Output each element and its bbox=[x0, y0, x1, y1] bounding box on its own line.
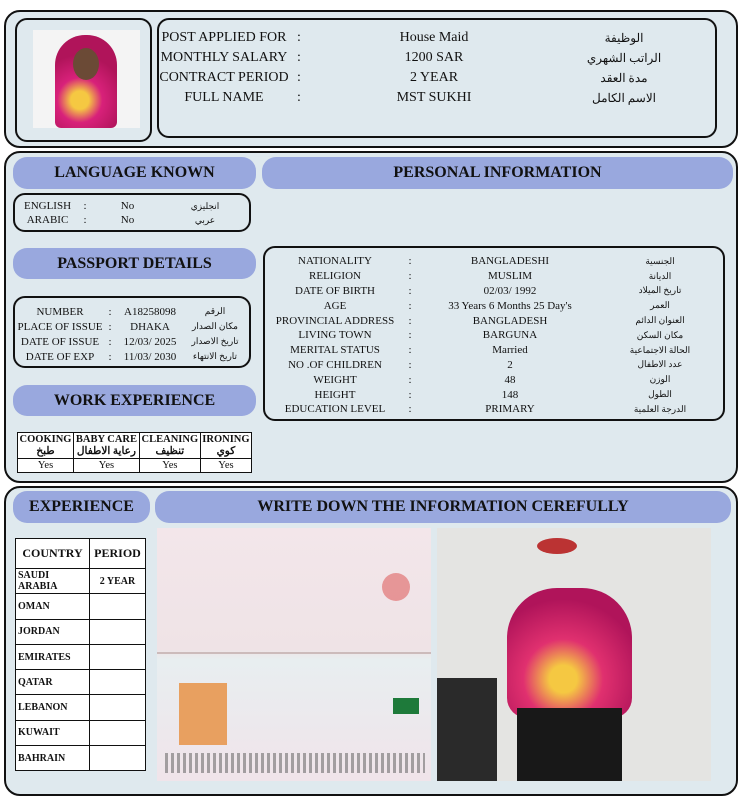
row-arabic: الوزن bbox=[649, 374, 671, 385]
row-arabic: انجليزي bbox=[190, 200, 220, 211]
work-skill-en: CLEANING bbox=[141, 433, 199, 445]
passport-row bbox=[15, 334, 249, 349]
language-row bbox=[15, 199, 249, 213]
language-row bbox=[15, 213, 249, 227]
personal-row bbox=[265, 328, 723, 343]
work-skill-ar: كوي bbox=[216, 445, 236, 457]
row-arabic: الرقم bbox=[204, 306, 226, 316]
row-value: No bbox=[120, 200, 135, 212]
passport-row bbox=[15, 304, 249, 319]
work-skill-value: Yes bbox=[74, 459, 140, 473]
passport-row bbox=[15, 349, 249, 364]
passport-row bbox=[15, 319, 249, 334]
experience-row bbox=[16, 670, 146, 695]
work-column-header bbox=[139, 433, 200, 459]
row-value: 148 bbox=[501, 388, 519, 401]
row-value: MST SUKHI bbox=[396, 90, 472, 105]
row-arabic: عدد الاطفال bbox=[637, 359, 683, 370]
row-value: PRIMARY bbox=[485, 403, 535, 416]
row-arabic: الحالة الاجتماعية bbox=[629, 344, 691, 355]
work-skill-en: BABY CARE bbox=[75, 433, 138, 445]
experience-row bbox=[16, 644, 146, 669]
period-cell bbox=[90, 594, 146, 619]
period-cell bbox=[90, 720, 146, 745]
country-cell: OMAN bbox=[16, 594, 90, 619]
row-value: 2 bbox=[507, 358, 513, 371]
row-label: MERITAL STATUS bbox=[290, 344, 380, 357]
colon: : bbox=[408, 270, 412, 283]
work-skill-en: IRONING bbox=[202, 433, 250, 445]
personal-row bbox=[265, 387, 723, 402]
row-label: LIVING TOWN bbox=[298, 329, 372, 342]
post-info-box bbox=[157, 18, 717, 138]
row-label: DATE OF BIRTH bbox=[294, 284, 375, 297]
experience-row bbox=[16, 720, 146, 745]
work-skill-en: COOKING bbox=[19, 433, 72, 445]
row-value: Married bbox=[492, 344, 528, 357]
row-label: POST APPLIED FOR bbox=[161, 30, 287, 45]
row-label: EDUCATION LEVEL bbox=[284, 403, 386, 416]
colon: : bbox=[408, 403, 412, 416]
row-label: PROVINCIAL ADDRESS bbox=[275, 314, 395, 327]
work-skill-value: Yes bbox=[18, 459, 74, 473]
row-arabic: الوظيفة bbox=[604, 30, 644, 45]
colon: : bbox=[408, 299, 412, 312]
row-label: ENGLISH bbox=[23, 200, 72, 212]
row-arabic: تاريخ الانتهاء bbox=[192, 351, 238, 361]
work-experience-table bbox=[17, 432, 252, 473]
colon: : bbox=[408, 373, 412, 386]
row-value: 48 bbox=[504, 373, 516, 386]
passport-details-heading: PASSPORT DETAILS bbox=[13, 248, 256, 279]
colon: : bbox=[108, 350, 112, 363]
colon: : bbox=[408, 329, 412, 342]
row-value: 33 Years 6 Months 25 Day's bbox=[448, 299, 572, 312]
experience-row bbox=[16, 619, 146, 644]
candidate-photo bbox=[33, 30, 140, 128]
work-column-header bbox=[18, 433, 74, 459]
row-value: No bbox=[120, 214, 135, 226]
experience-row bbox=[16, 594, 146, 619]
country-cell: BAHRAIN bbox=[16, 746, 90, 771]
row-value: 02/03/ 1992 bbox=[483, 284, 537, 297]
row-label: NATIONALITY bbox=[298, 255, 372, 268]
work-experience-heading: WORK EXPERIENCE bbox=[13, 385, 256, 416]
header-row bbox=[159, 88, 715, 108]
colon: : bbox=[408, 388, 412, 401]
language-known-heading: LANGUAGE KNOWN bbox=[13, 157, 256, 189]
personal-row bbox=[265, 402, 723, 417]
row-arabic: الجنسية bbox=[645, 255, 675, 266]
row-arabic: الديانة bbox=[648, 270, 672, 281]
work-value-row bbox=[18, 459, 252, 473]
personal-row bbox=[265, 298, 723, 313]
period-cell: 2 YEAR bbox=[90, 569, 146, 594]
personal-information-heading: PERSONAL INFORMATION bbox=[262, 157, 733, 189]
colon: : bbox=[83, 200, 87, 212]
row-value: BANGLADESH bbox=[472, 314, 548, 327]
row-label: NUMBER bbox=[36, 305, 84, 318]
colon: : bbox=[408, 358, 412, 371]
work-skill-ar: تنظيف bbox=[155, 445, 185, 457]
personal-row bbox=[265, 269, 723, 284]
work-skill-ar: طبخ bbox=[36, 445, 55, 457]
period-cell bbox=[90, 695, 146, 720]
country-column-header: COUNTRY bbox=[16, 539, 90, 569]
row-arabic: تاريخ الميلاد bbox=[638, 285, 682, 296]
row-value: House Maid bbox=[399, 30, 469, 45]
experience-heading: EXPERIENCE bbox=[13, 491, 150, 523]
row-arabic: الاسم الكامل bbox=[591, 90, 656, 105]
colon: : bbox=[108, 335, 112, 348]
country-cell: QATAR bbox=[16, 670, 90, 695]
country-cell: JORDAN bbox=[16, 619, 90, 644]
row-label: DATE OF EXP bbox=[25, 350, 95, 363]
row-label: FULL NAME bbox=[184, 90, 264, 105]
experience-row bbox=[16, 746, 146, 771]
country-cell: LEBANON bbox=[16, 695, 90, 720]
personal-row bbox=[265, 313, 723, 328]
period-cell bbox=[90, 746, 146, 771]
row-value: 11/03/ 2030 bbox=[123, 350, 177, 363]
row-arabic: مكان السكن bbox=[636, 329, 684, 340]
colon: : bbox=[297, 90, 301, 105]
row-arabic: الراتب الشهري bbox=[586, 50, 662, 65]
colon: : bbox=[108, 320, 112, 333]
work-skill-value: Yes bbox=[139, 459, 200, 473]
personal-information-box bbox=[263, 246, 725, 421]
row-arabic: مدة العقد bbox=[600, 70, 648, 85]
row-label: CONTRACT PERIOD bbox=[159, 70, 289, 85]
photo-frame bbox=[15, 18, 152, 142]
row-label: RELIGION bbox=[309, 270, 361, 283]
language-box bbox=[13, 193, 251, 232]
personal-row bbox=[265, 284, 723, 299]
header-section bbox=[4, 10, 738, 148]
work-column-header bbox=[200, 433, 251, 459]
header-row bbox=[159, 48, 715, 68]
header-row bbox=[159, 68, 715, 88]
row-arabic: عربي bbox=[194, 214, 216, 225]
personal-row bbox=[265, 254, 723, 269]
full-body-photo bbox=[437, 528, 711, 781]
work-column-header bbox=[74, 433, 140, 459]
passport-scan-image bbox=[157, 528, 431, 781]
row-value: A18258098 bbox=[124, 305, 176, 318]
experience-table bbox=[15, 538, 146, 771]
row-arabic: تاريخ الاصدار bbox=[191, 336, 239, 346]
period-cell bbox=[90, 644, 146, 669]
write-down-heading: WRITE DOWN THE INFORMATION CEREFULLY bbox=[155, 491, 731, 523]
colon: : bbox=[408, 344, 412, 357]
row-value: BARGUNA bbox=[482, 329, 538, 342]
country-cell: KUWAIT bbox=[16, 720, 90, 745]
personal-row bbox=[265, 358, 723, 373]
country-cell: SAUDI ARABIA bbox=[16, 569, 90, 594]
row-value: BANGLADESHI bbox=[470, 255, 550, 268]
row-arabic: الطول bbox=[648, 389, 672, 400]
colon: : bbox=[408, 255, 412, 268]
colon: : bbox=[297, 70, 301, 85]
colon: : bbox=[83, 214, 87, 226]
row-label: PLACE OF ISSUE bbox=[17, 320, 103, 333]
row-arabic: الدرجة العلمية bbox=[633, 403, 687, 414]
row-label: ARABIC bbox=[26, 214, 69, 226]
colon: : bbox=[108, 305, 112, 318]
row-arabic: العمر bbox=[650, 300, 670, 311]
row-label: HEIGHT bbox=[314, 388, 356, 401]
header-row bbox=[159, 28, 715, 48]
colon: : bbox=[297, 30, 301, 45]
colon: : bbox=[408, 314, 412, 327]
period-column-header: PERIOD bbox=[90, 539, 146, 569]
row-label: NO .OF CHILDREN bbox=[288, 358, 382, 371]
experience-row bbox=[16, 569, 146, 594]
row-label: DATE OF ISSUE bbox=[20, 335, 100, 348]
row-value: DHAKA bbox=[130, 320, 170, 333]
row-value: 1200 SAR bbox=[404, 50, 464, 65]
row-arabic: العنوان الدائم bbox=[635, 315, 685, 326]
personal-row bbox=[265, 343, 723, 358]
row-value: 12/03/ 2025 bbox=[123, 335, 177, 348]
country-cell: EMIRATES bbox=[16, 644, 90, 669]
passport-box bbox=[13, 296, 251, 368]
row-value: 2 YEAR bbox=[409, 70, 459, 85]
row-arabic: مكان الصدار bbox=[191, 321, 238, 331]
colon: : bbox=[297, 50, 301, 65]
row-value: MUSLIM bbox=[487, 270, 532, 283]
experience-header-row bbox=[16, 539, 146, 569]
work-skill-ar: رعاية الاطفال bbox=[76, 445, 136, 457]
work-header-row bbox=[18, 433, 252, 459]
personal-row bbox=[265, 372, 723, 387]
row-label: WEIGHT bbox=[313, 373, 357, 386]
period-cell bbox=[90, 619, 146, 644]
period-cell bbox=[90, 670, 146, 695]
colon: : bbox=[408, 284, 412, 297]
experience-row bbox=[16, 695, 146, 720]
work-skill-value: Yes bbox=[200, 459, 251, 473]
row-label: AGE bbox=[323, 299, 347, 312]
row-label: MONTHLY SALARY bbox=[160, 50, 288, 65]
